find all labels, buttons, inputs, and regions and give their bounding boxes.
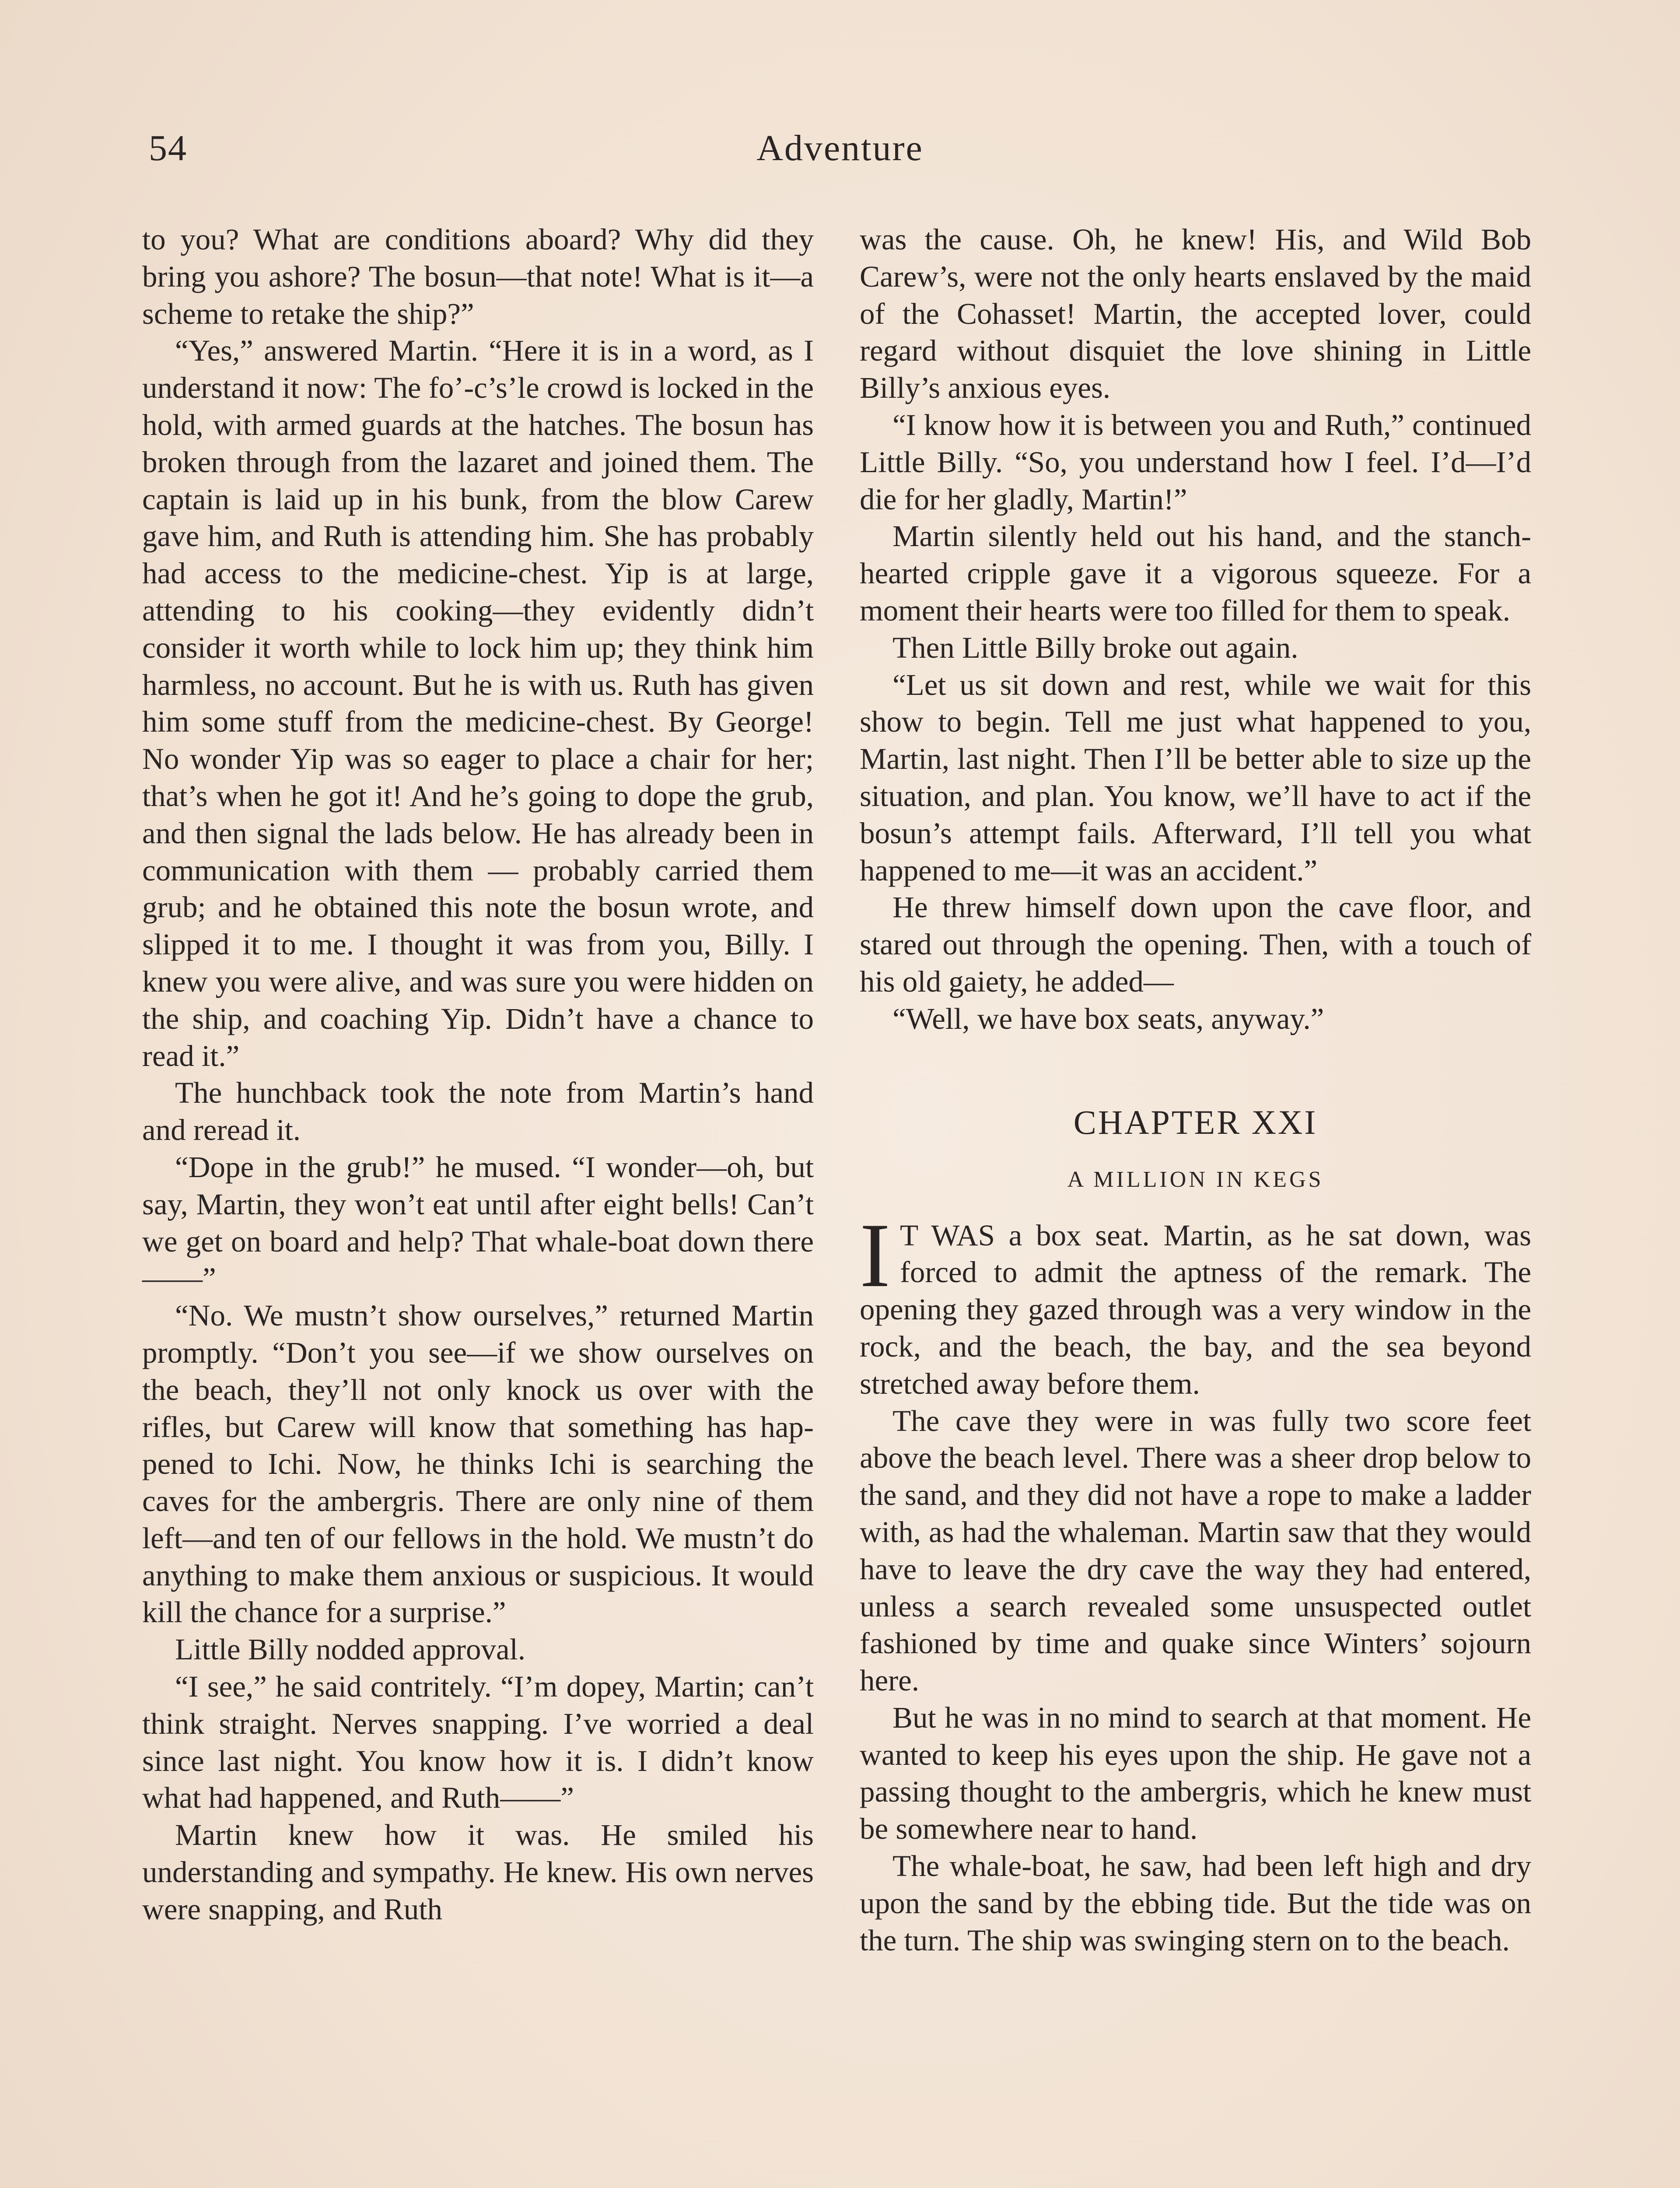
page-number: 54 <box>149 128 187 168</box>
paragraph: “I know how it is between you and Ruth,” continued Little Billy. “So, you understand how I feel. I’d—I’d die for her gladly, Martin!” <box>860 408 1531 516</box>
running-head-title: Adventure <box>756 128 924 168</box>
chapter-subtitle: A MILLION IN KEGS <box>1067 1167 1324 1192</box>
paragraph: Martin knew how it was. He smiled his understanding and sympathy. He knew. His own nerves were snapping, and Ruth <box>142 1818 814 1926</box>
paragraph: He threw himself down upon the cave floor, and stared out through the opening. Then, with a touch of his old gaiety, he added— <box>860 891 1531 998</box>
left-column <box>142 221 814 1928</box>
chapter-heading: CHAPTER XXI <box>1073 1103 1318 1141</box>
chapter-opening-paragraph <box>860 1204 1531 1403</box>
paragraph: “I see,” he said contritely. “I’m dopey, Martin; can’t think straight. Nerves snapping. I’ve worried a deal since last night. You know how it is. I didn’t know what had happened, and Ruth——” <box>142 1670 814 1815</box>
paragraph: “No. We mustn’t show ourselves,” returned Martin promptly. “Don’t you see—if we show ourselves on the beach, they’ll not only knock us over with the rifles, but Carew will know that something has happened to Ichi. Now, he thinks Ichi is searching the caves for the ambergris. There are only nine of them left—and ten of our fellows in the hold. We mustn’t do anything to make them anxious or suspicious. It would kill the chance for a surprise.” <box>142 1299 814 1629</box>
paragraph: Then Little Billy broke out again. <box>892 631 1298 664</box>
paragraph: was the cause. Oh, he knew! His, and Wild Bob Carew’s, were not the only hearts enslaved by the maid of the Cohasset! Martin, the accepted lover, could regard without disquiet the love shining in Little Billy’s anxious eyes. <box>860 223 1531 405</box>
right-column <box>860 221 1531 1959</box>
paragraph: to you? What are conditions aboard? Why did they bring you ashore? The bosun—that note! What is it—a scheme to retake the ship?” <box>142 223 814 330</box>
paragraph: “Dope in the grub!” he mused. “I wonder—oh, but say, Martin, they won’t eat until after eight bells! Can’t we get on board and help? That whale-boat down there——” <box>142 1150 814 1295</box>
drop-cap: I <box>860 1204 890 1306</box>
paragraph: The cave they were in was fully two score feet above the beach level. There was a sheer drop below to the sand, and they did not have a rope to make a ladder with, as had the whaleman. Martin saw that they would have to leave the dry cave the way they had entered, unless a search revealed some unsuspected outlet fashioned by time and quake since Winters’ sojourn here. <box>860 1404 1531 1697</box>
paragraph: The hunchback took the note from Martin’s hand and reread it. <box>142 1076 814 1147</box>
paragraph: Martin silently held out his hand, and the stanch-hearted cripple gave it a vigorous squeeze. For a moment their hearts were too filled for them to speak. <box>860 519 1531 627</box>
paragraph: “Yes,” answered Martin. “Here it is in a word, as I understand it now: The fo’-c’s’le crowd is locked in the hold, with armed guards at the hatches. The bosun has broken through from the lazaret and joined them. The captain is laid up in his bunk, from the blow Carew gave him, and Ruth is attending him. She has probably had access to the medicine-chest. Yip is at large, attending to his cooking—they evidently didn’t consider it worth while to lock him up; they think him harmless, no account. But he is with us. Ruth has given him some stuff from the medicine-chest. By George! No wonder Yip was so eager to place a chair for her; that’s when he got it! And he’s going to dope the grub, and then signal the lads below. He has already been in communication with them — probably carried them grub; and he obtained this note the bosun wrote, and slipped it to me. I thought it was from you, Billy. I knew you were alive, and was sure you were hidden on the ship, and coaching Yip. Didn’t have a chance to read it.” <box>142 334 814 1073</box>
opening-text: T WAS a box seat. Martin, as he sat down, was forced to admit the aptness of the remark. The opening they gazed through was a very window in the rock, and the beach, the bay, and the sea beyond stretched away before them. <box>860 1218 1531 1400</box>
paragraph: Little Billy nodded approval. <box>175 1633 526 1666</box>
paragraph: “Well, we have box seats, anyway.” <box>892 1002 1324 1035</box>
paragraph: The whale-boat, he saw, had been left high and dry upon the sand by the ebbing tide. But the tide was on the turn. The ship was swinging stern on to the beach. <box>860 1849 1531 1957</box>
paragraph: “Let us sit down and rest, while we wait for this show to begin. Tell me just what happened to you, Martin, last night. Then I’ll be better able to size up the situation, and plan. You know, we’ll have to act if the bosun’s attempt fails. Afterward, I’ll tell you what happened to me—it was an accident.” <box>860 668 1531 887</box>
paragraph: But he was in no mind to search at that moment. He wanted to keep his eyes upon the ship. He gave not a passing thought to the ambergris, which he knew must be somewhere near to hand. <box>860 1701 1531 1846</box>
